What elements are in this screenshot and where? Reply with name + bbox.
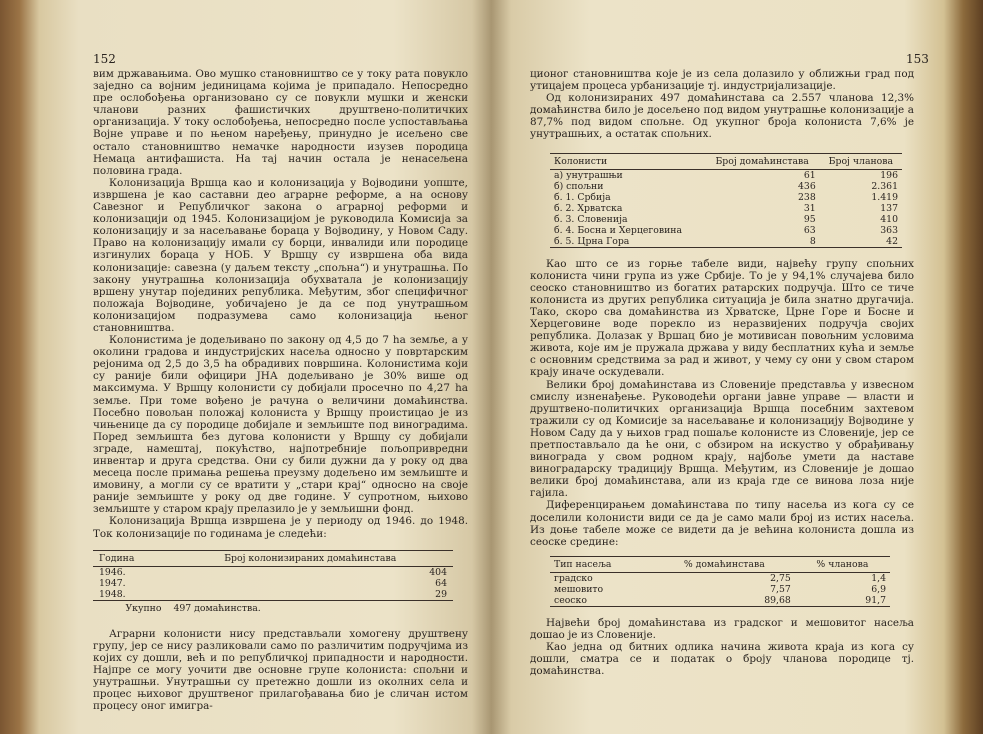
colonists-by-republic-table (550, 153, 902, 248)
paragraph: Велики број домаћинстава из Словеније представља у извесном смислу изненађење. Руководећи органи јавне управе — власти и друштвено-политичких организација Вршца посебним захтевом тражили су од Комисије за насељавање и колонизацију Војводине у Новом Саду да у њихов град пошаље колонисте из Словеније, јер се претпостављало да ће они, с обзиром на искуство у обрађивању винограда у свом родном крају, најбоље умети да наставе виноградарску традицију Вршца. Међутим, из Словеније је дошао велики број домаћинстава, али из краја где се винова лоза није гајила. (530, 378, 914, 500)
table-cell: 29 (435, 588, 447, 600)
total-value: 497 домаћинства. (167, 600, 453, 614)
table-cell: градско (554, 572, 593, 584)
year-table-body (93, 566, 453, 600)
paragraph: Колонизација Вршца извршена је у периоду од 1946. до 1948. Ток колонизације по годинама је следећи: (93, 515, 468, 540)
table-cell: 89,68 (654, 595, 795, 607)
table-cell: сеоско (550, 595, 654, 607)
table-cell: б. 5. Црна Гора (550, 236, 705, 248)
table-row (550, 169, 902, 181)
paragraph: Као што се из горње табеле види, највећу групу спољних колониста чини група из уже Србије. То је у 94,1% случајева било сеоско становништво из богатих ратарских подручја. Што се тиче колониста из других република ситуација је била знатно другачија. Тако, скоро сва домаћинства из Хрватске, Црне Горе и Босне и Херцеговине воде порекло из неразвијених подручја својих република. Долазак у Вршац био је мотивисан повољним условима живота, које им је пружала држава у виду бесплатних кућа и земље с основним средствима за рад и живот, у чему су они у свом старом крају иначе оскудевали. (530, 257, 914, 379)
table-row (550, 214, 902, 225)
table-row (550, 584, 890, 595)
paragraph: Колонизација Вршца као и колонизација у Војводини уопште, извршена је као саставни део аграрне реформе, а на основу Савезног и Републичког закона о аграрној реформи и колонизацији од 1945. Колонизацијом је руководила Комисија за колонизацију и за насељавање бораца у Војводину, у Новом Саду. Право на колонизацију имали су борци, инвалиди или породице изгинулих бораца у НОБ. У Вршцу су извршена оба вида колонизације: савезна (у даљем тексту „спољна“) и унутрашња. По закону унутрашња колонизација обухватала је колонизацију вршену унутар појединих република. Међутим, због специфичног положаја Војводине, уобичајено је да се под унутрашњом колонизацијом подразумева само колонизација њеног становништва. (93, 176, 468, 334)
table-cell: 1947. (99, 577, 126, 589)
paragraphs-after (530, 617, 914, 677)
table-cell: 436 (797, 180, 816, 192)
total-label: Укупно (93, 600, 167, 614)
table-header: Година (93, 550, 167, 566)
table-cell: 95 (803, 213, 816, 225)
table-cell: мешовито (554, 583, 604, 595)
table-cell: 1,4 (871, 572, 886, 584)
table-cell: б. 3. Словенија (554, 213, 628, 225)
table-row (550, 181, 902, 192)
table-row (93, 566, 453, 578)
table-header: Број колонизираних домаћинстава (167, 550, 453, 566)
paragraphs-before (93, 68, 468, 540)
table-cell: 6,9 (871, 583, 886, 595)
table-cell: 7,57 (770, 583, 791, 595)
table-cell: 1948. (99, 588, 126, 600)
table-cell: 8 (705, 236, 820, 248)
table-cell: 238 (797, 191, 816, 203)
page-text (93, 68, 468, 712)
paragraphs-after (93, 628, 468, 713)
table-cell: 404 (429, 566, 447, 578)
paragraph: Аграрни колонисти нису представљали хомогену друштвену групу, јер се нису разликовали само по различитим подручјима из којих су дошли, већ и по републичкој припадности и народности. Најпре се могу уочити две основне групе колониста: спољни и унутрашњи. Унутрашњи су претежно дошли из околних села и процес њиховог друштвеног прилагођавања био је сличан истом процесу оног имигра- (93, 627, 468, 713)
table-cell: 1.419 (871, 191, 898, 203)
table-cell: 64 (435, 577, 447, 589)
table-cell: б) спољни (554, 180, 604, 192)
table-cell: 137 (880, 202, 898, 214)
table-cell: 410 (880, 213, 898, 225)
table-cell: 63 (803, 224, 816, 236)
table-cell: 2.361 (871, 180, 898, 192)
page-text (530, 68, 914, 677)
type-table-body (550, 572, 890, 606)
page-number: 152 (93, 52, 116, 66)
table-row (550, 225, 902, 236)
republic-table-body (550, 169, 902, 247)
table-cell: 363 (880, 224, 898, 236)
table-row (93, 589, 453, 601)
table-cell: б. 1. Србија (554, 191, 611, 203)
settlement-type-table (550, 556, 890, 607)
table-cell: 1946. (99, 566, 126, 578)
paragraph: Диференцирањем домаћинстава по типу насеља из кога су се доселили колонисти види се да је само мали број из истих насеља. Из доње табеле може се видети да је већина колониста дошла из сеоске средине: (530, 499, 914, 548)
table-cell: 61 (803, 169, 816, 181)
paragraphs-before (530, 68, 914, 141)
table-cell: б. 2. Хрватска (554, 202, 623, 214)
paragraph: Као једна од битних одлика начина живота краја из кога су дошли, сматра се и податак о броју чланова породице тј. домаћинства. (530, 641, 914, 678)
paragraph: Од колонизираних 497 домаћинстава са 2.557 чланова 12,3% домаћинства било је досељено под видом унутрашње колонизације а 87,7% под видом спољне. Од укупног броја колониста 7,6% је унутрашњих, а остатак спољних. (530, 92, 914, 141)
table-header: % чланова (795, 556, 890, 572)
paragraphs-middle (530, 258, 914, 548)
table-header: % домаћинстава (654, 556, 795, 572)
paragraph: вим државањима. Ово мушко становништво се у току рата повукло заједно са војним јединицама којима је припадало. Непосредно пре ослобођења организовано су се повукли мушки и женски чланови разних фашистичких друштвено-политичких организација. У току ослобођења, непосредно после успостављања Војне управе и по њеном наређењу, принудно је исељено све остало становништво немачке народности изузев породица Немаца антифашиста. На тај начин остала је ненасељена половина града. (93, 68, 468, 177)
table-header: Тип насеља (550, 556, 654, 572)
table-row (550, 572, 890, 584)
table-row (550, 203, 902, 214)
paragraph: Колонистима је додељивано по закону од 4,5 до 7 ha земље, а у околини градова и индустријских насеља односно у повртарским рејонима од 2,5 до 3,5 ha обрадивих површина. Колонистима који су раније били официри ЈНА додељивано је 30% више од максимума. У Вршцу колонисти су добијали просечно по 4,27 ha земље. При томе вођено је рачуна о величини домаћинства. Посебно повољан положај колониста у Вршцу проистицао је из чињенице да су породице добијале и земљиште под виноградима. Поред земљишта без дугова колонисти у Вршцу су добијали зграде, намештај, покућство, најпотребније пољопривредни инвентар и друга средства. Они су били дужни да у року од два месеца после примања решења преузму додељено им земљиште и имовину, а могли су се вратити у „стари крај“ односно на своје раније земљиште у року од две године. У супротном, њихово земљиште у старом крају прелазило је у земљишни фонд. (93, 334, 468, 516)
paragraph: ционог становништва које је из села долазило у оближњи град под утицајем процеса урбанизације тј. индустријализације. (530, 68, 914, 93)
table-row (550, 595, 890, 607)
table-row (93, 578, 453, 589)
table-cell: 196 (880, 169, 898, 181)
table-header: Број чланова (820, 153, 902, 169)
table-cell: а) унутрашњи (554, 169, 623, 181)
table-row (550, 192, 902, 203)
table-cell: б. 4. Босна и Херцеговина (554, 224, 683, 236)
page-number: 153 (906, 52, 929, 66)
table-cell: 31 (803, 202, 816, 214)
table-header: Колонисти (550, 153, 705, 169)
table-cell: 91,7 (795, 595, 890, 607)
table-header: Број домаћинстава (705, 153, 820, 169)
colonization-by-year-table (93, 550, 453, 614)
table-cell: 2,75 (770, 572, 791, 584)
table-cell: 42 (820, 236, 902, 248)
right-page (492, 0, 983, 734)
paragraph: Највећи број домаћинстава из градског и мешовитог насеља дошао је из Словеније. (530, 616, 914, 641)
table-row-total (93, 600, 453, 614)
table-row (550, 236, 902, 248)
